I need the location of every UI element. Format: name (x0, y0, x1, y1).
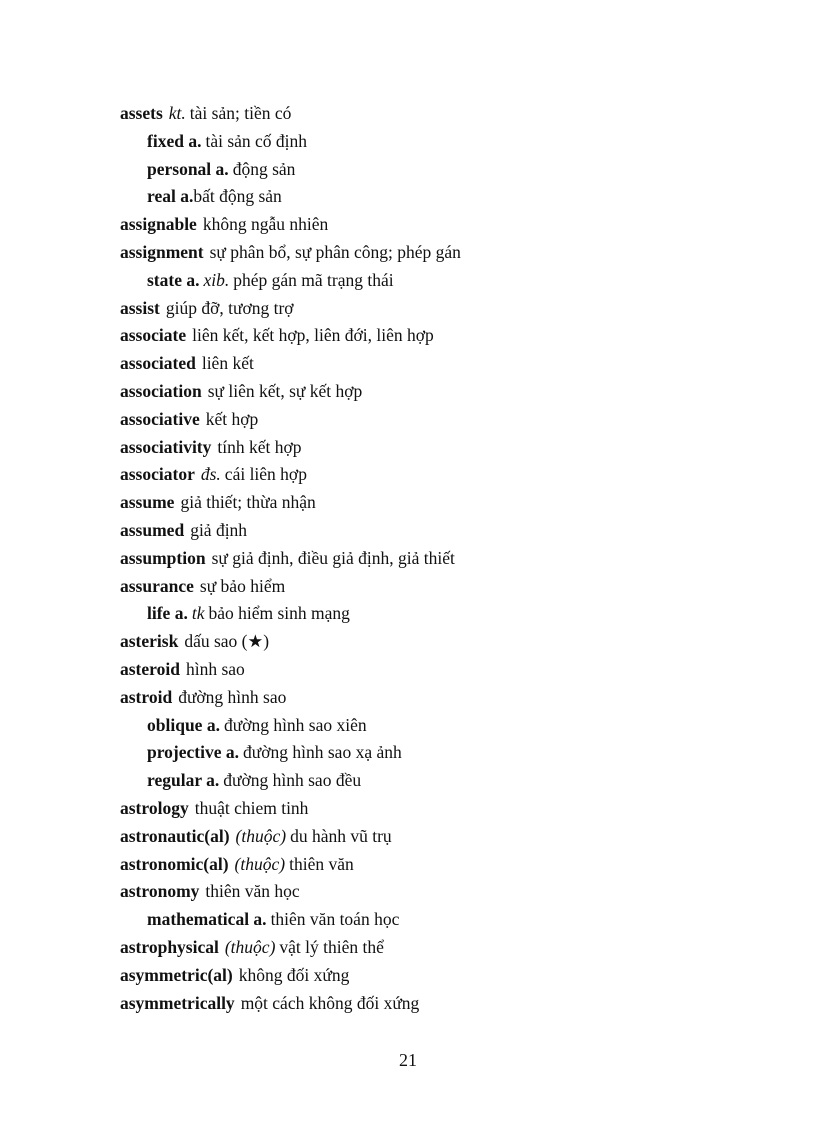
entry-definition: vật lý thiên thể (279, 936, 384, 957)
entry-definition: đường hình sao xiên (223, 714, 367, 735)
entry-definition: thuật chiem tinh (194, 797, 309, 818)
field-abbreviation: đs. (200, 464, 221, 485)
field-abbreviation: (thuộc) (234, 853, 286, 874)
entry-definition: giả thiết; thừa nhận (180, 492, 316, 513)
sub-entry (120, 906, 760, 934)
dictionary-entry (120, 406, 760, 434)
sub-entry-term: regular a. (147, 770, 220, 791)
entry-term: assumption (120, 547, 206, 568)
field-abbreviation: kt. (168, 103, 186, 123)
entry-definition: cái liên hợp (224, 464, 307, 485)
entry-definition: sự giả định, điều giả định, giả thiết (211, 547, 455, 568)
entry-term: asymmetric(al) (120, 964, 233, 985)
entry-term: associativity (120, 436, 212, 457)
entry-term: assignable (120, 214, 197, 235)
field-abbreviation: tk (191, 603, 205, 624)
entry-definition: giúp đỡ, tương trợ (165, 297, 294, 318)
entry-term: astronomy (120, 881, 200, 902)
entry-term: astronomic(al) (120, 853, 229, 874)
dictionary-entry (120, 823, 760, 851)
dictionary-entry (120, 322, 760, 350)
entry-term: astrophysical (120, 936, 219, 957)
sub-entry (120, 128, 760, 156)
dictionary-entry (120, 684, 760, 712)
entry-term: asymmetrically (120, 992, 235, 1013)
entry-term: astronautic(al) (120, 825, 230, 846)
sub-entry (120, 156, 760, 184)
field-abbreviation: (thuộc) (235, 825, 287, 846)
entry-term: associative (120, 408, 200, 429)
entry-term: assets (120, 103, 163, 123)
dictionary-entry (120, 990, 760, 1018)
entry-definition: tài sản; tiền có (189, 103, 292, 123)
sub-entry (120, 600, 760, 628)
entry-term: associate (120, 325, 187, 346)
entry-definition: dấu sao (★) (184, 631, 270, 652)
entry-term: assumed (120, 519, 185, 540)
entry-term: association (120, 380, 202, 401)
entry-definition: liên kết (201, 353, 254, 374)
sub-entry (120, 183, 760, 211)
dictionary-entry (120, 851, 760, 879)
entry-term: astrology (120, 797, 189, 818)
dictionary-entry (120, 239, 760, 267)
dictionary-entry (120, 962, 760, 990)
entry-definition: phép gán mã trạng thái (233, 269, 394, 290)
entry-definition: một cách không đối xứng (240, 992, 420, 1013)
entry-definition: kết hợp (205, 408, 259, 429)
dictionary-entry (120, 656, 760, 684)
dictionary-entry (120, 350, 760, 378)
entry-definition: tài sản cố định (205, 130, 308, 151)
field-abbreviation: (thuộc) (224, 936, 276, 957)
dictionary-entry (120, 489, 760, 517)
dictionary-entry (120, 628, 760, 656)
page-number: 21 (399, 1050, 417, 1070)
sub-entry-term: fixed a. (147, 130, 202, 151)
dictionary-entry (120, 461, 760, 489)
entry-definition: đường hình sao (178, 686, 287, 707)
entry-definition: thiên văn học (205, 881, 300, 902)
dictionary-entry (120, 295, 760, 323)
sub-entry-term: mathematical a. (147, 909, 267, 930)
entry-term: astroid (120, 686, 173, 707)
entry-definition: đường hình sao xạ ảnh (243, 742, 402, 763)
entry-definition: không ngẫu nhiên (202, 214, 329, 235)
entry-definition: thiên văn toán học (270, 909, 400, 930)
sub-entry (120, 739, 760, 767)
entry-definition: tính kết hợp (217, 436, 302, 457)
entry-definition: sự phân bổ, sự phân công; phép gán (209, 241, 461, 262)
entry-definition: không đối xứng (238, 964, 350, 985)
dictionary-entry (120, 573, 760, 601)
sub-entry-term: personal a. (147, 158, 229, 179)
entry-definition: thiên văn (289, 853, 354, 874)
dictionary-entry (120, 545, 760, 573)
sub-entry-term: projective a. (147, 742, 240, 763)
field-abbreviation: xib. (203, 269, 230, 290)
entry-term: assignment (120, 241, 204, 262)
dictionary-entry (120, 100, 760, 128)
dictionary-entry (120, 795, 760, 823)
dictionary-entry (120, 434, 760, 462)
dictionary-entry (120, 934, 760, 962)
entry-term: asteroid (120, 658, 180, 679)
entry-definition: sự bảo hiểm (199, 575, 286, 596)
entry-definition: du hành vũ trụ (290, 825, 392, 846)
entry-definition: giả định (190, 519, 248, 540)
entry-term: associator (120, 464, 195, 485)
sub-entry (120, 267, 760, 295)
entry-term: assurance (120, 575, 194, 596)
dictionary-entry (120, 878, 760, 906)
sub-entry-term: state a. (147, 269, 200, 290)
entry-definition: bất động sản (193, 186, 282, 207)
sub-entry-term: oblique a. (147, 714, 220, 735)
entry-definition: bảo hiểm sinh mạng (208, 603, 350, 624)
entry-definition: hình sao (185, 658, 245, 679)
sub-entry-term: life a. (147, 603, 188, 624)
sub-entry (120, 712, 760, 740)
dictionary-entry (120, 517, 760, 545)
entry-term: assist (120, 297, 160, 318)
dictionary-entry (120, 211, 760, 239)
dictionary-entries (120, 100, 760, 1017)
entry-definition: đường hình sao đều (223, 770, 362, 791)
sub-entry (120, 767, 760, 795)
entry-term: assume (120, 492, 175, 513)
dictionary-entry (120, 378, 760, 406)
entry-term: asterisk (120, 631, 179, 652)
entry-definition: động sản (232, 158, 296, 179)
sub-entry-term: real a. (147, 186, 194, 207)
entry-definition: liên kết, kết hợp, liên đới, liên hợp (192, 325, 434, 346)
entry-definition: sự liên kết, sự kết hợp (207, 380, 363, 401)
entry-term: associated (120, 353, 196, 374)
